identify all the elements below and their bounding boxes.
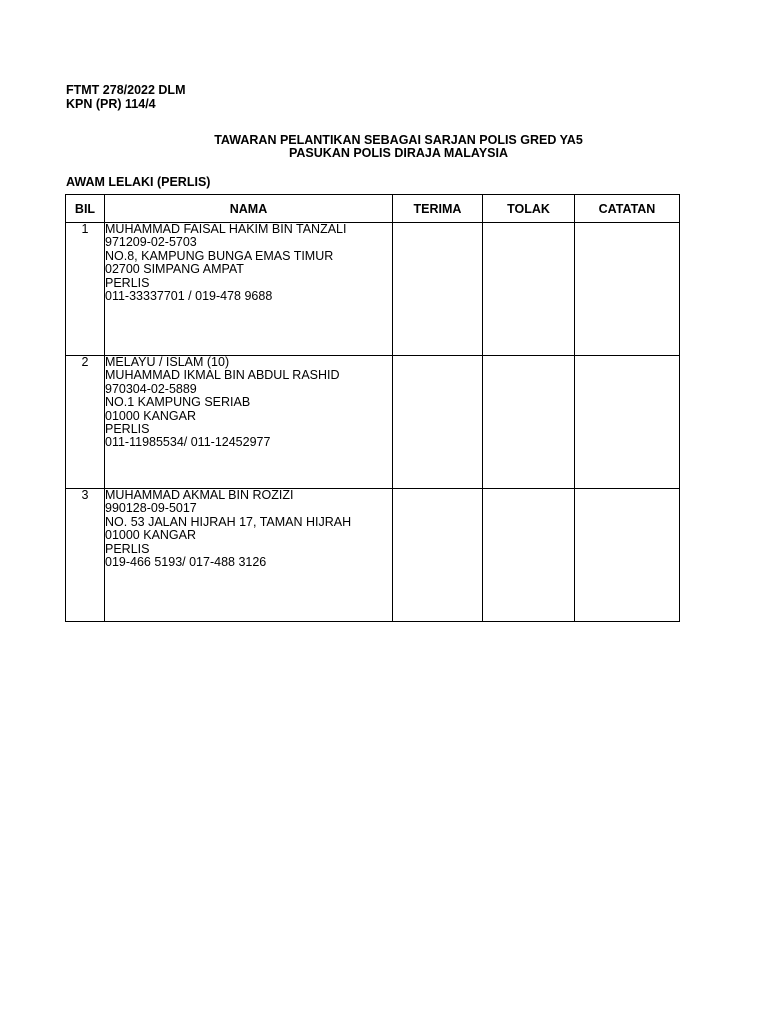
- tolak-cell: [483, 223, 575, 356]
- candidate-postcode-town: 01000 KANGAR: [105, 528, 197, 543]
- candidate-phone: 011-11985534/ 011-12452977: [105, 435, 271, 450]
- nama-cell: [105, 356, 393, 489]
- terima-cell: [393, 356, 483, 489]
- bil-cell: 3: [66, 489, 105, 622]
- bil-cell: 1: [66, 223, 105, 356]
- tolak-cell: [483, 489, 575, 622]
- candidate-ic-number: 970304-02-5889: [105, 381, 197, 396]
- candidate-postcode-town: 01000 KANGAR: [105, 408, 197, 423]
- candidate-ic-number: 971209-02-5703: [105, 235, 197, 250]
- table-header-row: [66, 195, 680, 223]
- bil-cell: 2: [66, 356, 105, 489]
- header-catatan: CATATAN: [575, 195, 680, 223]
- header-terima: TERIMA: [393, 195, 483, 223]
- nama-cell: [105, 489, 393, 622]
- candidate-state: PERLIS: [105, 541, 150, 556]
- candidate-phone: 019-466 5193/ 017-488 3126: [105, 555, 267, 570]
- document-title: TAWARAN PELANTIKAN SEBAGAI SARJAN POLIS GRED YA5: [214, 133, 583, 147]
- table-row: [66, 223, 680, 356]
- candidate-ic-number: 990128-09-5017: [105, 501, 197, 516]
- candidate-category: MELAYU / ISLAM (10): [105, 355, 230, 369]
- header-bil: BIL: [66, 195, 105, 223]
- terima-cell: [393, 489, 483, 622]
- candidate-name: MUHAMMAD FAISAL HAKIM BIN TANZALI: [105, 222, 347, 236]
- candidate-name: MUHAMMAD IKMAL BIN ABDUL RASHID: [105, 368, 340, 383]
- header-nama: NAMA: [105, 195, 393, 223]
- terima-cell: [393, 223, 483, 356]
- candidate-postcode-town: 02700 SIMPANG AMPAT: [105, 262, 244, 277]
- header-tolak: TOLAK: [483, 195, 575, 223]
- candidate-phone: 011-33337701 / 019-478 9688: [105, 289, 273, 304]
- candidate-state: PERLIS: [105, 275, 150, 290]
- candidates-table: [65, 194, 680, 622]
- reference-number-line2: KPN (PR) 114/4: [66, 97, 156, 111]
- candidate-name: MUHAMMAD AKMAL BIN ROZIZI: [105, 488, 294, 502]
- reference-number-line1: FTMT 278/2022 DLM: [66, 83, 186, 97]
- candidate-address: NO.8, KAMPUNG BUNGA EMAS TIMUR: [105, 248, 334, 263]
- tolak-cell: [483, 356, 575, 489]
- candidate-state: PERLIS: [105, 422, 150, 437]
- table-row: [66, 489, 680, 622]
- table-row: [66, 356, 680, 489]
- nama-cell: [105, 223, 393, 356]
- candidate-address: NO. 53 JALAN HIJRAH 17, TAMAN HIJRAH: [105, 514, 352, 529]
- catatan-cell: [575, 223, 680, 356]
- catatan-cell: [575, 489, 680, 622]
- document-subtitle: PASUKAN POLIS DIRAJA MALAYSIA: [288, 146, 508, 160]
- candidate-address: NO.1 KAMPUNG SERIAB: [105, 395, 251, 410]
- catatan-cell: [575, 356, 680, 489]
- section-heading: AWAM LELAKI (PERLIS): [66, 175, 211, 189]
